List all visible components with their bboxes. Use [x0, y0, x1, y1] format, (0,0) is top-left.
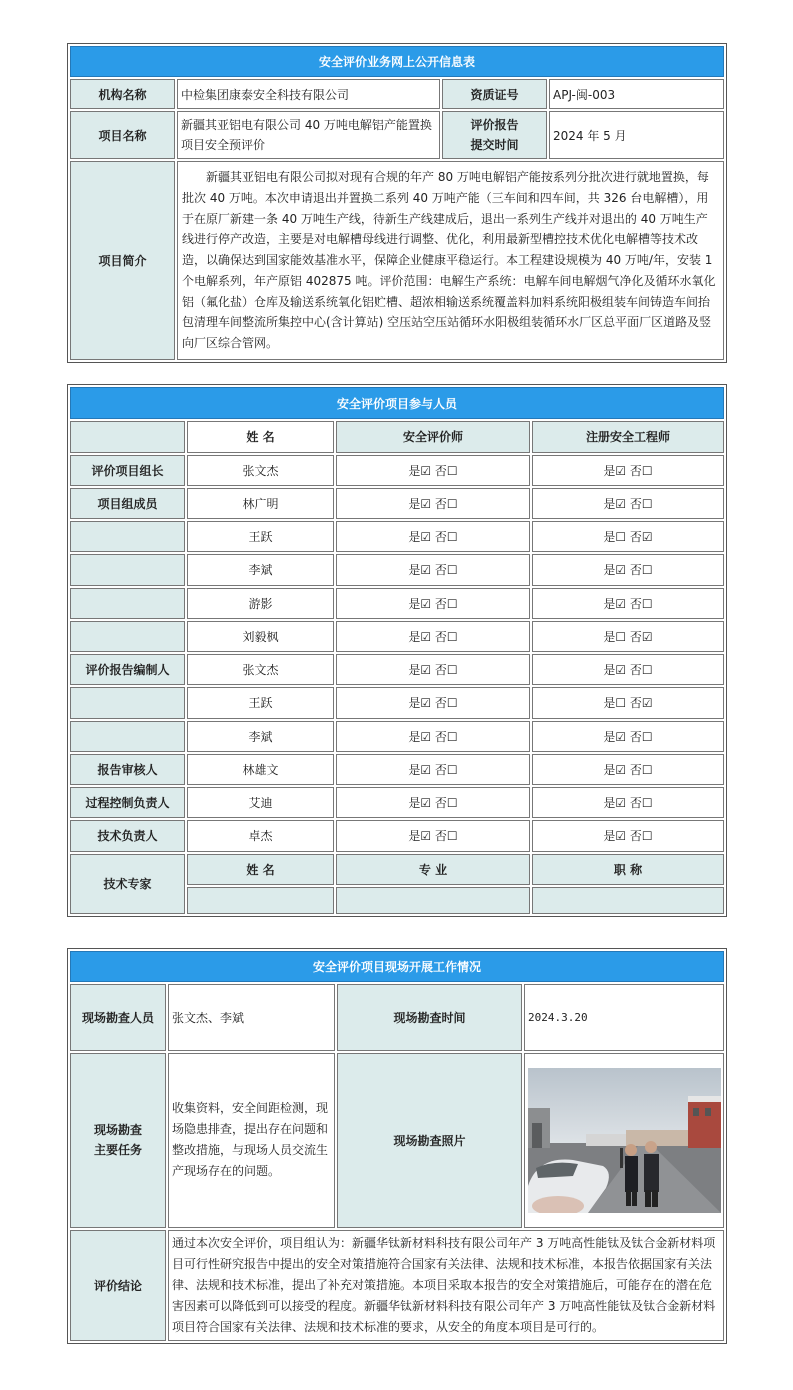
- expert-col-name: 姓 名: [187, 854, 334, 885]
- role-cell: [70, 621, 185, 652]
- staff-title: 安全评价项目参与人员: [70, 387, 724, 419]
- org-label: 机构名称: [70, 79, 175, 109]
- table-row: [70, 721, 724, 752]
- engineer-cell: 是☐ 否☑: [532, 621, 724, 652]
- task-label-line2: 主要任务: [93, 1143, 142, 1158]
- name-cell: 游影: [187, 588, 334, 619]
- role-cell: [70, 554, 185, 585]
- staff-table: [67, 384, 727, 917]
- table-row: [70, 588, 724, 619]
- people-value: 张文杰、李斌: [168, 984, 335, 1051]
- staff-corner-cell: [70, 421, 185, 452]
- project-label: 项目名称: [70, 111, 175, 159]
- conclusion-label: 评价结论: [70, 1230, 166, 1341]
- submit-label-line1: 评价报告: [470, 118, 519, 132]
- role-cell: 项目组成员: [70, 488, 185, 519]
- task-label-line1: 现场勘查: [93, 1123, 142, 1138]
- table-row: [70, 687, 724, 718]
- name-cell: 李斌: [187, 554, 334, 585]
- engineer-cell: 是☑ 否☐: [532, 721, 724, 752]
- engineer-cell: 是☐ 否☑: [532, 687, 724, 718]
- name-cell: 林雄文: [187, 754, 334, 785]
- site-title: 安全评价项目现场开展工作情况: [70, 951, 724, 982]
- time-label: 现场勘查时间: [337, 984, 522, 1051]
- intro-label: 项目简介: [70, 161, 175, 360]
- col-engineer-header: 注册安全工程师: [532, 421, 724, 452]
- submit-label-line2: 提交时间: [470, 138, 519, 152]
- task-label: [70, 1053, 166, 1227]
- table-row: [70, 455, 724, 486]
- engineer-cell: 是☑ 否☐: [532, 787, 724, 818]
- time-value: 2024.3.20: [524, 984, 724, 1051]
- role-cell: 评价项目组长: [70, 455, 185, 486]
- table-row: [70, 820, 724, 851]
- evaluator-cell: 是☑ 否☐: [336, 588, 530, 619]
- role-cell: [70, 588, 185, 619]
- engineer-cell: 是☑ 否☐: [532, 820, 724, 851]
- table-row: [70, 754, 724, 785]
- col-name-header: 姓 名: [187, 421, 334, 452]
- role-cell: [70, 521, 185, 552]
- engineer-cell: 是☐ 否☑: [532, 521, 724, 552]
- table-row: [70, 787, 724, 818]
- table-row: [70, 488, 724, 519]
- evaluator-cell: 是☑ 否☐: [336, 654, 530, 685]
- evaluator-cell: 是☑ 否☐: [336, 488, 530, 519]
- task-value: 收集资料，安全间距检测，现场隐患排查，提出存在问题和整改措施，与现场人员交流生产现场存在的问题。: [168, 1053, 335, 1227]
- name-cell: 王跃: [187, 521, 334, 552]
- role-cell: 报告审核人: [70, 754, 185, 785]
- expert-title-cell: [532, 887, 724, 914]
- evaluator-cell: 是☑ 否☐: [336, 554, 530, 585]
- site-photo: [528, 1068, 721, 1213]
- info-title: 安全评价业务网上公开信息表: [70, 46, 724, 77]
- engineer-cell: 是☑ 否☐: [532, 554, 724, 585]
- submit-label: [442, 111, 547, 159]
- intro-value: 新疆其亚铝电有限公司拟对现有合规的年产 80 万吨电解铝产能按系列分批次进行就地置换，每批次 40 万吨。本次申请退出并置换二系列 40 万吨产能（三车间和四车间，共 326 台电解槽），用于在原厂新建一条 40 万吨生产线，待新生产线建成后，退出一系列生产线并对退出的 40 万吨生产线进行停产改造，主要是对电解槽母线进行调整、优化，利用最新型槽控技术优化电解槽等技术改造，以确保达到国家能效基准水平，保障企业健康平稳运行。本工程建设规模为 40 万吨/年，安装 1 个电解系列，年产原铝 402875 吨。评价范围：电解生产系统：电解车间电解烟气净化及循环水氧化铝（氟化盐）仓库及输送系统氧化铝贮槽、超浓相输送系统覆盖料加料系统阳极组装车间铸造车间抬包清理车间整流所集控中心(含计算站) 空压站空压站循环水阳极组装循环水厂区总平面厂区道路及竖向厂区综合管网。: [177, 161, 724, 360]
- expert-major-cell: [336, 887, 530, 914]
- col-evaluator-header: 安全评价师: [336, 421, 530, 452]
- people-label: 现场勘查人员: [70, 984, 166, 1051]
- photo-cell: [524, 1053, 724, 1227]
- name-cell: 林广明: [187, 488, 334, 519]
- info-table: [67, 43, 727, 363]
- name-cell: 艾迪: [187, 787, 334, 818]
- evaluator-cell: 是☑ 否☐: [336, 721, 530, 752]
- evaluator-cell: 是☑ 否☐: [336, 787, 530, 818]
- role-cell: 技术负责人: [70, 820, 185, 851]
- evaluator-cell: 是☑ 否☐: [336, 455, 530, 486]
- evaluator-cell: 是☑ 否☐: [336, 621, 530, 652]
- org-value: 中检集团康泰安全科技有限公司: [177, 79, 440, 109]
- engineer-cell: 是☑ 否☐: [532, 488, 724, 519]
- name-cell: 张文杰: [187, 654, 334, 685]
- engineer-cell: 是☑ 否☐: [532, 754, 724, 785]
- name-cell: 王跃: [187, 687, 334, 718]
- name-cell: 卓杰: [187, 820, 334, 851]
- table-row: [70, 521, 724, 552]
- conclusion-value: 通过本次安全评价，项目组认为：新疆华钛新材料科技有限公司年产 3 万吨高性能钛及钛合金新材料项目可行性研究报告中提出的安全对策措施符合国家有关法律、法规和技术标准，本报告依据国家有关法律、法规和技术标准，提出了补充对策措施。本项目采取本报告的安全对策措施后，可能存在的潜在危害因素可以降低到可以接受的程度。新疆华钛新材料科技有限公司年产 3 万吨高性能钛及钛合金新材料项目符合国家有关法律、法规和技术标准的要求，从安全的角度本项目是可行的。: [168, 1230, 724, 1341]
- table-row: [70, 554, 724, 585]
- table-row: [70, 621, 724, 652]
- role-cell: [70, 687, 185, 718]
- name-cell: 李斌: [187, 721, 334, 752]
- role-cell: 评价报告编制人: [70, 654, 185, 685]
- role-cell: 过程控制负责人: [70, 787, 185, 818]
- evaluator-cell: 是☑ 否☐: [336, 521, 530, 552]
- engineer-cell: 是☑ 否☐: [532, 588, 724, 619]
- cert-label: 资质证号: [442, 79, 547, 109]
- site-table: [67, 948, 727, 1344]
- cert-value: APJ-闽-003: [549, 79, 724, 109]
- name-cell: 刘毅枫: [187, 621, 334, 652]
- expert-col-title: 职 称: [532, 854, 724, 885]
- expert-col-major: 专 业: [336, 854, 530, 885]
- photo-label: 现场勘查照片: [337, 1053, 522, 1227]
- evaluator-cell: 是☑ 否☐: [336, 754, 530, 785]
- submit-value: 2024 年 5 月: [549, 111, 724, 159]
- evaluator-cell: 是☑ 否☐: [336, 687, 530, 718]
- engineer-cell: 是☑ 否☐: [532, 654, 724, 685]
- role-cell: [70, 721, 185, 752]
- project-value: 新疆其亚铝电有限公司 40 万吨电解铝产能置换项目安全预评价: [177, 111, 440, 159]
- expert-name-cell: [187, 887, 334, 914]
- site-photo-image: [528, 1068, 721, 1213]
- engineer-cell: 是☑ 否☐: [532, 455, 724, 486]
- evaluator-cell: 是☑ 否☐: [336, 820, 530, 851]
- name-cell: 张文杰: [187, 455, 334, 486]
- expert-label: 技术专家: [70, 854, 185, 914]
- table-row: [70, 654, 724, 685]
